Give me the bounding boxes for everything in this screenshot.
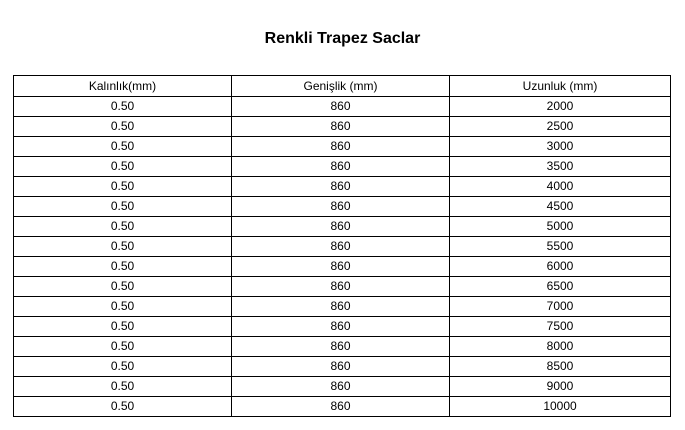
cell-width: 860: [232, 97, 450, 117]
cell-length: 7000: [450, 297, 671, 317]
cell-length: 9000: [450, 377, 671, 397]
table-row: [14, 277, 671, 297]
cell-length: 4000: [450, 177, 671, 197]
cell-thickness: 0.50: [14, 257, 232, 277]
product-table: [13, 75, 671, 417]
table-row: [14, 357, 671, 377]
cell-length: 8500: [450, 357, 671, 377]
cell-width: 860: [232, 277, 450, 297]
table-row: [14, 157, 671, 177]
table-row: [14, 317, 671, 337]
table-row: [14, 197, 671, 217]
cell-width: 860: [232, 157, 450, 177]
cell-length: 7500: [450, 317, 671, 337]
cell-width: 860: [232, 237, 450, 257]
cell-length: 2000: [450, 97, 671, 117]
cell-thickness: 0.50: [14, 177, 232, 197]
table-row: [14, 177, 671, 197]
cell-width: 860: [232, 257, 450, 277]
cell-width: 860: [232, 117, 450, 137]
table-row: [14, 217, 671, 237]
cell-thickness: 0.50: [14, 137, 232, 157]
table-header: [14, 76, 671, 97]
table-header-row: [14, 76, 671, 97]
cell-width: 860: [232, 197, 450, 217]
cell-width: 860: [232, 377, 450, 397]
page-title: Renkli Trapez Saclar: [264, 30, 421, 47]
table-row: [14, 397, 671, 417]
cell-thickness: 0.50: [14, 397, 232, 417]
table-row: [14, 137, 671, 157]
cell-width: 860: [232, 137, 450, 157]
cell-length: 6500: [450, 277, 671, 297]
table-row: [14, 237, 671, 257]
cell-length: 8000: [450, 337, 671, 357]
cell-width: 860: [232, 297, 450, 317]
table-row: [14, 297, 671, 317]
cell-width: 860: [232, 317, 450, 337]
table-body: [14, 97, 671, 417]
column-header-length: Uzunluk (mm): [450, 76, 671, 97]
table-row: [14, 117, 671, 137]
table-row: [14, 377, 671, 397]
cell-thickness: 0.50: [14, 317, 232, 337]
cell-length: 4500: [450, 197, 671, 217]
cell-thickness: 0.50: [14, 297, 232, 317]
column-header-thickness: Kalınlık(mm): [14, 76, 232, 97]
cell-width: 860: [232, 357, 450, 377]
cell-thickness: 0.50: [14, 217, 232, 237]
cell-thickness: 0.50: [14, 277, 232, 297]
cell-thickness: 0.50: [14, 377, 232, 397]
cell-length: 2500: [450, 117, 671, 137]
cell-length: 5500: [450, 237, 671, 257]
cell-width: 860: [232, 217, 450, 237]
cell-thickness: 0.50: [14, 357, 232, 377]
cell-thickness: 0.50: [14, 197, 232, 217]
cell-thickness: 0.50: [14, 117, 232, 137]
cell-width: 860: [232, 397, 450, 417]
cell-length: 3000: [450, 137, 671, 157]
table-row: [14, 97, 671, 117]
column-header-width: Genişlik (mm): [232, 76, 450, 97]
cell-thickness: 0.50: [14, 237, 232, 257]
cell-length: 3500: [450, 157, 671, 177]
cell-length: 6000: [450, 257, 671, 277]
cell-thickness: 0.50: [14, 157, 232, 177]
cell-width: 860: [232, 337, 450, 357]
table-row: [14, 257, 671, 277]
cell-width: 860: [232, 177, 450, 197]
table-row: [14, 337, 671, 357]
cell-thickness: 0.50: [14, 97, 232, 117]
cell-length: 5000: [450, 217, 671, 237]
cell-thickness: 0.50: [14, 337, 232, 357]
cell-length: 10000: [450, 397, 671, 417]
